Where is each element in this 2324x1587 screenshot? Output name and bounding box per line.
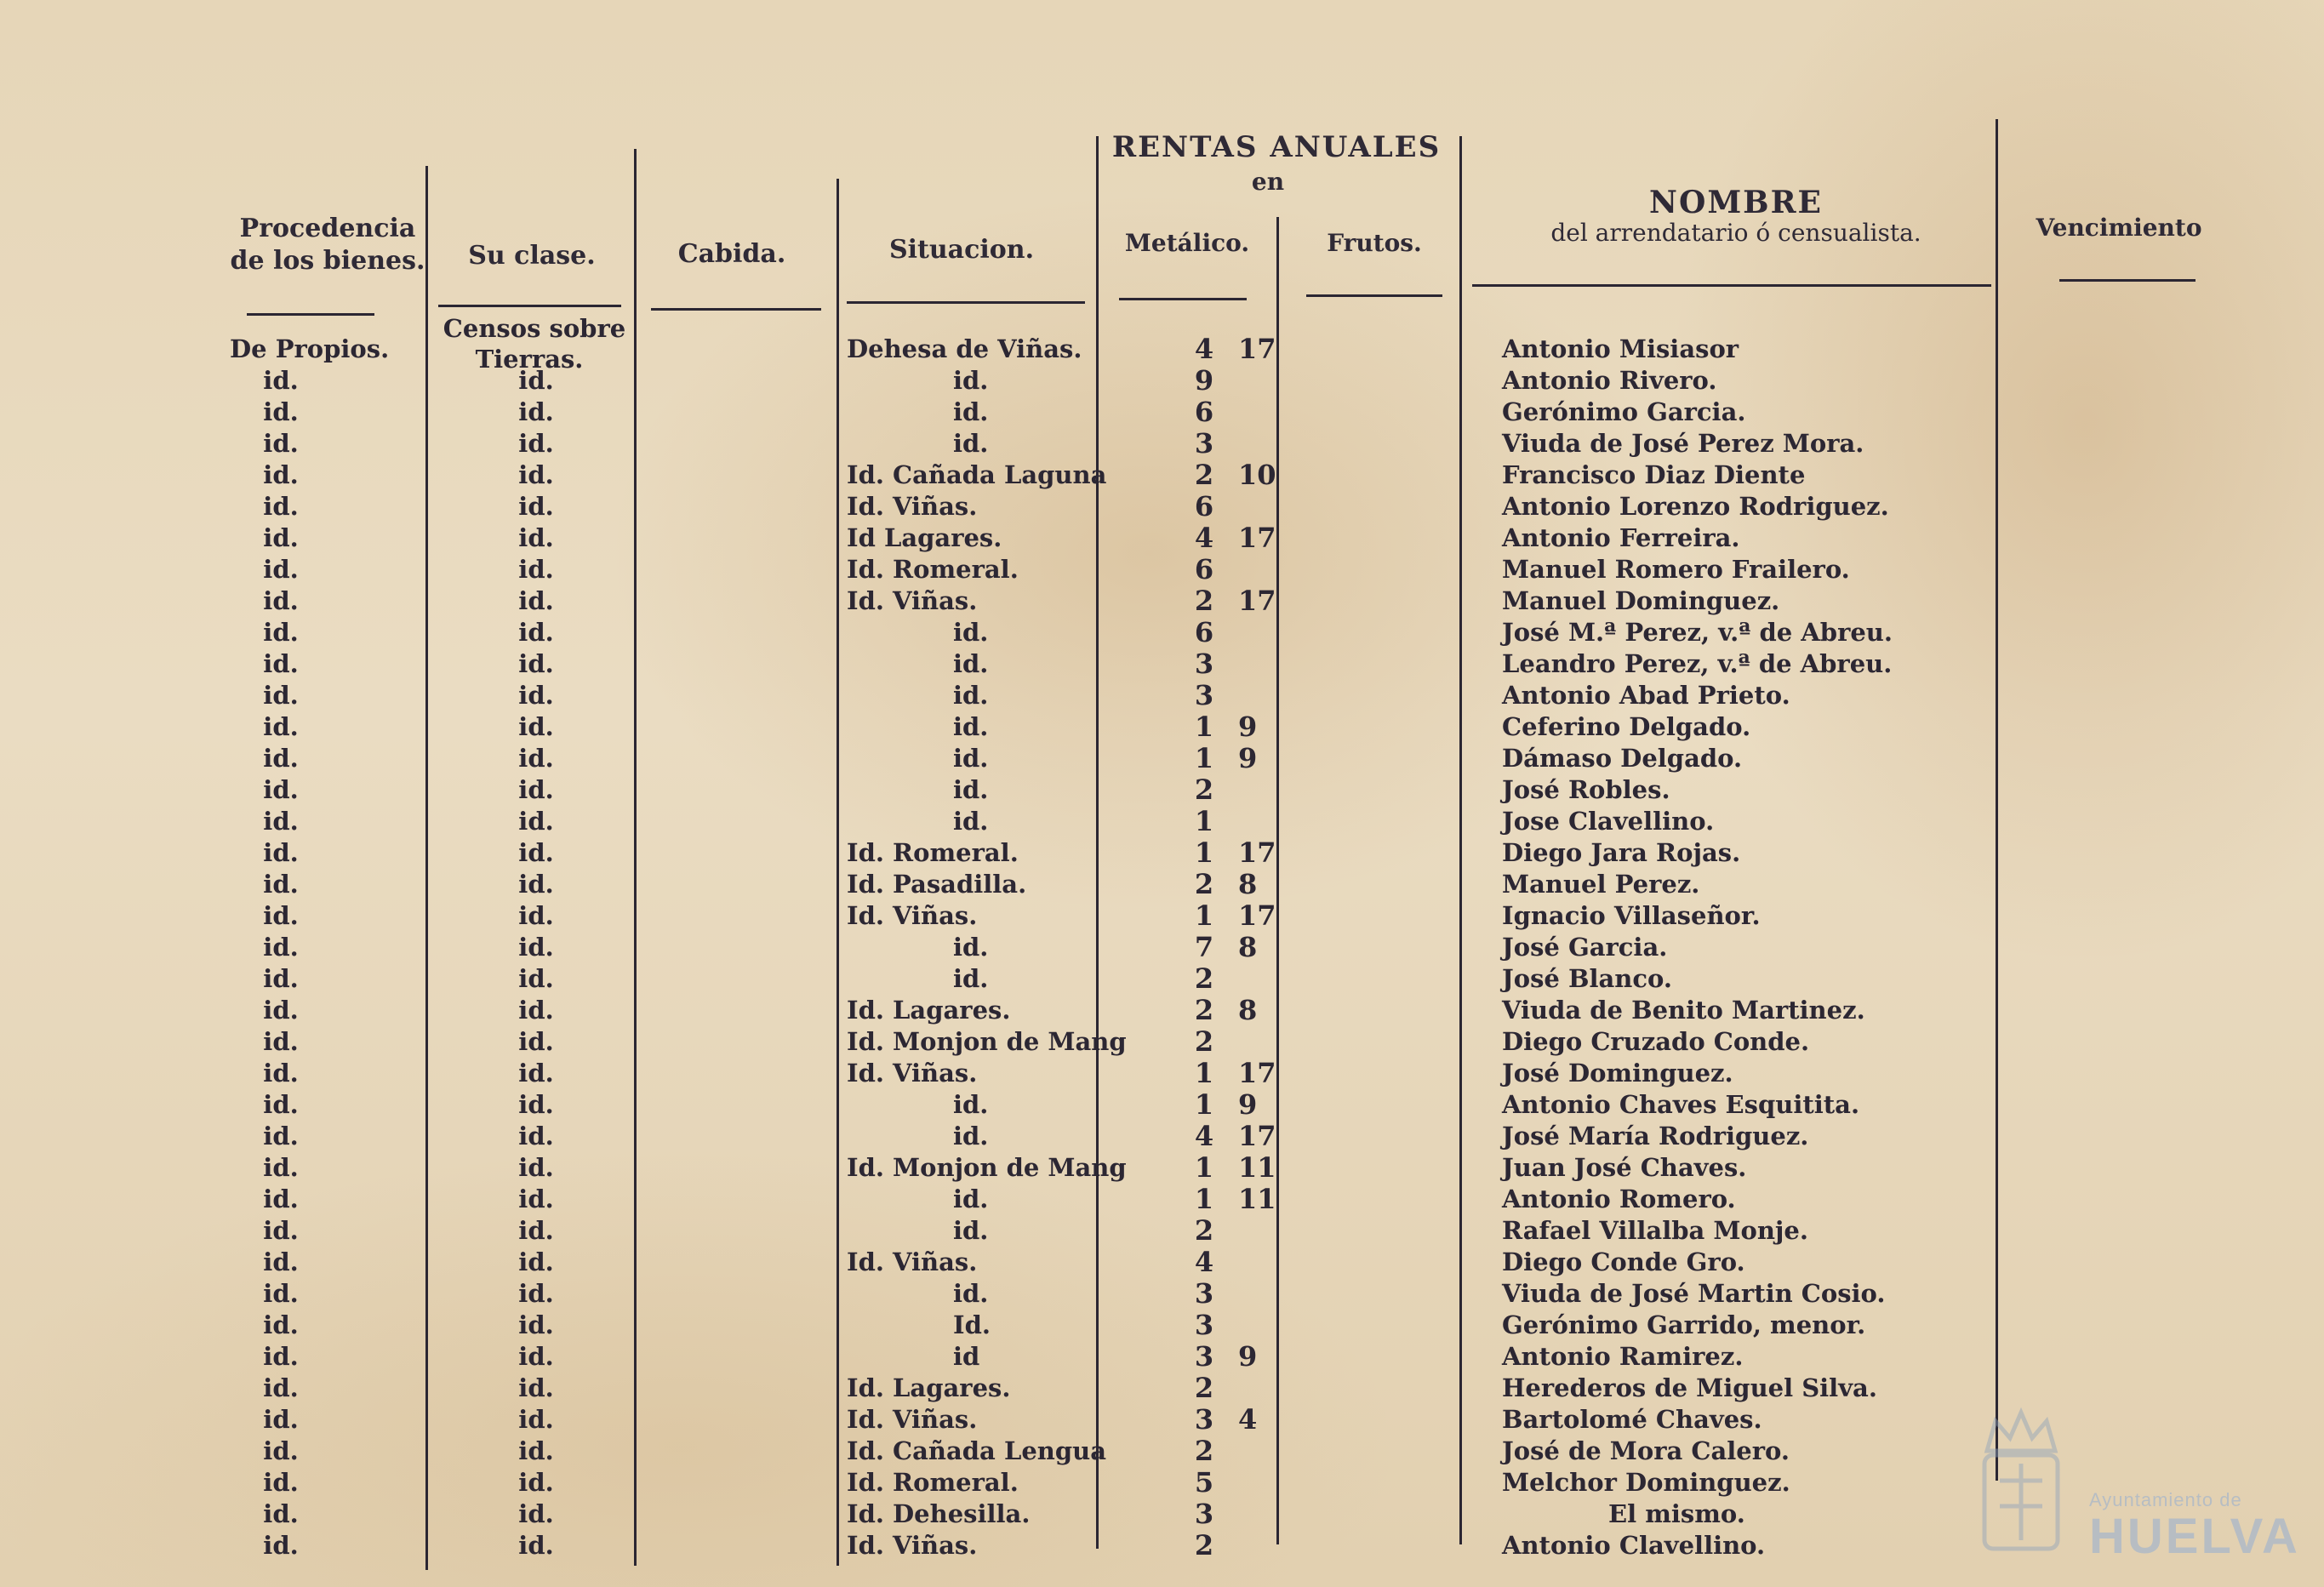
cell-procedencia: id. [263,712,299,741]
cell-situacion: Id. Viñas. [847,492,978,521]
cell-nombre: José Dominguez. [1502,1059,1733,1087]
cell-nombre: Antonio Chaves Esquitita. [1502,1090,1860,1119]
cell-metalico-reales: 4 [1194,1120,1214,1152]
table-row [0,1341,2324,1372]
cell-metalico-reales: 4 [1194,522,1214,554]
cell-procedencia: id. [263,1468,299,1497]
cell-procedencia: id. [263,1153,299,1182]
cell-situacion: id. [953,681,989,710]
cell-metalico-reales: 2 [1194,1435,1214,1467]
rule-header-frutos [1306,294,1442,297]
table-row [0,743,2324,774]
cell-clase: id. [518,1531,554,1560]
table-row [0,1310,2324,1340]
table-row [0,932,2324,962]
cell-clase: id. [518,1436,554,1465]
cell-procedencia: id. [263,649,299,678]
cell-procedencia: id. [263,901,299,930]
cell-procedencia: id. [263,1531,299,1560]
table-row [0,365,2324,396]
cell-metalico-reales: 3 [1194,1403,1214,1436]
table-row [0,522,2324,553]
cell-metalico-reales: 2 [1194,459,1214,491]
cell-metalico-reales: 2 [1194,994,1214,1026]
cell-nombre: Francisco Diaz Diente [1502,460,1806,489]
cell-situacion: Id. Cañada Laguna [847,460,1107,489]
watermark-big-text: HUELVA [2089,1509,2300,1564]
cell-clase: id. [518,712,554,741]
cell-procedencia: id. [263,681,299,710]
table-row [0,1215,2324,1246]
cell-metalico-reales: 2 [1194,962,1214,995]
cell-situacion: id. [953,744,989,773]
cell-metalico-maravedis: 17 [1238,1057,1276,1089]
cell-procedencia: id. [263,1405,299,1434]
cell-metalico-maravedis: 17 [1238,1120,1276,1152]
table-row [0,460,2324,490]
header-metalico: Metálico. [1124,229,1250,257]
cell-situacion: Id. Viñas. [847,901,978,930]
cell-nombre: Antonio Romero. [1502,1185,1736,1213]
cell-clase: id. [518,1216,554,1245]
table-row [0,554,2324,585]
cell-metalico-maravedis: 11 [1238,1183,1276,1215]
table-row [0,1184,2324,1214]
cell-nombre: El mismo. [1608,1499,1745,1528]
cell-metalico-reales: 5 [1194,1466,1214,1499]
cell-nombre: José de Mora Calero. [1502,1436,1790,1465]
cell-clase: id. [518,1499,554,1528]
cell-procedencia: id. [263,964,299,993]
table-row [0,774,2324,805]
cell-procedencia: id. [263,429,299,458]
table-row [0,1152,2324,1183]
cell-metalico-reales: 1 [1194,899,1214,932]
cell-situacion: Id. Monjon de Mang [847,1027,1127,1056]
cell-nombre: Herederos de Miguel Silva. [1502,1373,1877,1402]
table-row [0,963,2324,994]
cell-clase: id. [518,1090,554,1119]
cell-metalico-reales: 6 [1194,616,1214,648]
cell-metalico-reales: 6 [1194,553,1214,585]
cell-procedencia: id. [263,1436,299,1465]
cell-clase: id. [518,901,554,930]
cell-situacion: Id. [953,1310,991,1339]
cell-metalico-reales: 2 [1194,1025,1214,1058]
cell-nombre: Ceferino Delgado. [1502,712,1751,741]
cell-metalico-reales: 2 [1194,585,1214,617]
cell-situacion: Id. Lagares. [847,996,1011,1025]
cell-clase: id. [518,649,554,678]
cell-situacion: id. [953,1216,989,1245]
cell-situacion: id [953,1342,980,1371]
crown-seal-icon [1974,1404,2068,1557]
cell-nombre: Gerónimo Garrido, menor. [1502,1310,1866,1339]
cell-metalico-maravedis: 4 [1238,1403,1258,1436]
cell-clase: id. [518,775,554,804]
cell-situacion: Id. Dehesilla. [847,1499,1031,1528]
cell-metalico-reales: 2 [1194,1372,1214,1404]
cell-situacion: id. [953,1279,989,1308]
cell-metalico-maravedis: 9 [1238,711,1258,743]
table-row [0,491,2324,522]
header-clase: Su clase. [468,241,596,271]
cell-metalico-maravedis: 8 [1238,931,1258,963]
cell-procedencia: id. [263,1122,299,1150]
table-row [0,648,2324,679]
cell-procedencia: id. [263,744,299,773]
cell-procedencia: id. [263,1090,299,1119]
cell-nombre: Antonio Misiasor [1502,334,1739,363]
cell-nombre: Viuda de José Martin Cosio. [1502,1279,1886,1308]
cell-situacion: Id. Viñas. [847,586,978,615]
cell-nombre: Juan José Chaves. [1502,1153,1747,1182]
table-row [0,711,2324,742]
header-rentas-title: RENTAS ANUALES [1111,130,1442,164]
cell-procedencia: id. [263,807,299,836]
cell-nombre: Gerónimo Garcia. [1502,397,1746,426]
header-cabida: Cabida. [677,239,786,269]
archive-watermark [2089,1489,2300,1565]
cell-clase: id. [518,1342,554,1371]
cell-metalico-reales: 3 [1194,1340,1214,1373]
cell-clase: id. [518,460,554,489]
rule-header-situacion [847,301,1085,304]
cell-clase: id. [518,1185,554,1213]
table-row [0,1247,2324,1277]
cell-clase: id. [518,1405,554,1434]
cell-situacion: Id. Romeral. [847,555,1019,584]
cell-situacion: Id. Viñas. [847,1059,978,1087]
cell-metalico-maravedis: 17 [1238,899,1276,932]
rule-header-proc [247,313,374,316]
cell-nombre: Antonio Abad Prieto. [1502,681,1790,710]
cell-procedencia: id. [263,996,299,1025]
cell-metalico-reales: 1 [1194,742,1214,774]
table-row [0,397,2324,427]
cell-situacion: id. [953,964,989,993]
table-row [0,334,2324,364]
cell-metalico-reales: 3 [1194,1309,1214,1341]
cell-clase: id. [518,1310,554,1339]
cell-clase: id. [518,492,554,521]
cell-nombre: Ignacio Villaseñor. [1502,901,1761,930]
cell-nombre: Leandro Perez, v.ª de Abreu. [1502,649,1893,678]
cell-clase: id. [518,870,554,899]
rule-header-cabida [651,308,821,311]
cell-procedencia: id. [263,586,299,615]
table-row [0,995,2324,1025]
cell-metalico-maravedis: 17 [1238,333,1276,365]
cell-situacion: Dehesa de Viñas. [847,334,1082,363]
cell-nombre: Diego Jara Rojas. [1502,838,1741,867]
cell-nombre: José María Rodriguez. [1502,1122,1809,1150]
cell-metalico-reales: 3 [1194,1277,1214,1310]
cell-nombre: José Robles. [1502,775,1670,804]
cell-situacion: Id. Viñas. [847,1405,978,1434]
cell-clase: id. [518,366,554,395]
cell-clase: id. [518,996,554,1025]
cell-situacion: id. [953,775,989,804]
header-procedencia: Procedencia de los bienes. [230,214,425,276]
cell-clase: id. [518,555,554,584]
cell-procedencia: id. [263,1310,299,1339]
cell-procedencia: id. [263,1216,299,1245]
header-frutos: Frutos. [1327,229,1422,257]
clase-first-line1: Censos sobre [443,314,626,343]
table-row [0,585,2324,616]
cell-clase: id. [518,618,554,647]
cell-situacion: Id. Lagares. [847,1373,1011,1402]
cell-procedencia: id. [263,492,299,521]
cell-procedencia: id. [263,1373,299,1402]
cell-nombre: Manuel Romero Frailero. [1502,555,1850,584]
header-nombre-title: NOMBRE [1649,185,1823,220]
cell-metalico-reales: 2 [1194,1214,1214,1247]
cell-situacion: id. [953,933,989,962]
cell-clase: id. [518,429,554,458]
table-row [0,869,2324,899]
table-row [0,1278,2324,1309]
cell-clase: id. [518,964,554,993]
cell-clase: id. [518,1279,554,1308]
cell-situacion: id. [953,649,989,678]
cell-metalico-maravedis: 17 [1238,522,1276,554]
cell-metalico-reales: 1 [1194,711,1214,743]
cell-clase: id. [518,681,554,710]
cell-nombre: Antonio Ramirez. [1502,1342,1744,1371]
cell-situacion: id. [953,429,989,458]
cell-nombre: Rafael Villalba Monje. [1502,1216,1808,1245]
cell-clase: id. [518,1059,554,1087]
cell-metalico-maravedis: 10 [1238,459,1276,491]
cell-metalico-reales: 3 [1194,648,1214,680]
cell-situacion: id. [953,397,989,426]
cell-procedencia: id. [263,618,299,647]
cell-procedencia: id. [263,838,299,867]
cell-situacion: Id. Pasadilla. [847,870,1027,899]
cell-nombre: Antonio Lorenzo Rodriguez. [1502,492,1889,521]
cell-clase: id. [518,1247,554,1276]
cell-metalico-reales: 4 [1194,1246,1214,1278]
cell-metalico-reales: 3 [1194,679,1214,711]
watermark-small-text: Ayuntamiento de [2089,1489,2242,1510]
cell-nombre: Diego Cruzado Conde. [1502,1027,1810,1056]
cell-nombre: Jose Clavellino. [1502,807,1715,836]
cell-situacion: id. [953,366,989,395]
table-row [0,837,2324,868]
cell-procedencia: id. [263,1059,299,1087]
cell-metalico-maravedis: 8 [1238,994,1258,1026]
cell-procedencia: id. [263,397,299,426]
rule-header-nombre [1472,284,1991,287]
cell-situacion: Id. Cañada Lengua [847,1436,1107,1465]
cell-nombre: José M.ª Perez, v.ª de Abreu. [1502,618,1893,647]
cell-metalico-reales: 3 [1194,1498,1214,1530]
cell-nombre: Viuda de Benito Martinez. [1502,996,1865,1025]
cell-nombre: Antonio Clavellino. [1502,1531,1766,1560]
cell-situacion: id. [953,618,989,647]
cell-situacion: Id. Monjon de Mang [847,1153,1127,1182]
cell-metalico-reales: 6 [1194,490,1214,522]
cell-metalico-maravedis: 11 [1238,1151,1276,1184]
table-row [0,1026,2324,1057]
cell-metalico-reales: 7 [1194,931,1214,963]
cell-metalico-maravedis: 8 [1238,868,1258,900]
cell-situacion: id. [953,1122,989,1150]
table-row [0,1373,2324,1403]
cell-metalico-reales: 3 [1194,427,1214,460]
table-row [0,806,2324,836]
cell-metalico-maravedis: 9 [1238,742,1258,774]
cell-procedencia: id. [263,523,299,552]
cell-nombre: José Blanco. [1502,964,1672,993]
cell-clase: id. [518,1468,554,1497]
cell-situacion: Id. Viñas. [847,1247,978,1276]
cell-metalico-reales: 9 [1194,364,1214,397]
cell-metalico-reales: 1 [1194,1151,1214,1184]
cell-situacion: Id. Romeral. [847,1468,1019,1497]
cell-procedencia: id. [263,460,299,489]
cell-nombre: Viuda de José Perez Mora. [1502,429,1864,458]
cell-metalico-maravedis: 17 [1238,585,1276,617]
cell-metalico-reales: 1 [1194,1057,1214,1089]
cell-clase: id. [518,1153,554,1182]
cell-procedencia: id. [263,775,299,804]
table-row [0,1089,2324,1120]
cell-metalico-reales: 2 [1194,774,1214,806]
cell-metalico-maravedis: 9 [1238,1088,1258,1121]
cell-metalico-reales: 2 [1194,868,1214,900]
cell-clase: id. [518,586,554,615]
cell-nombre: Antonio Ferreira. [1502,523,1740,552]
cell-metalico-reales: 1 [1194,1088,1214,1121]
cell-situacion: id. [953,807,989,836]
cell-metalico-reales: 1 [1194,805,1214,837]
cell-metalico-maravedis: 17 [1238,836,1276,869]
cell-metalico-maravedis: 9 [1238,1340,1258,1373]
rule-header-metalico [1119,298,1247,300]
cell-clase: id. [518,1027,554,1056]
cell-metalico-reales: 4 [1194,333,1214,365]
cell-nombre: José Garcia. [1502,933,1668,962]
cell-procedencia: id. [263,870,299,899]
cell-clase: id. [518,523,554,552]
header-nombre-sub: del arrendatario ó censualista. [1550,219,1921,247]
cell-situacion: id. [953,1090,989,1119]
header-rentas-en: en [1251,168,1285,196]
cell-clase: id. [518,1122,554,1150]
table-row [0,428,2324,459]
cell-clase: id. [518,838,554,867]
cell-situacion: id. [953,1185,989,1213]
rule-header-clase [438,305,621,307]
cell-clase: id. [518,744,554,773]
cell-procedencia: id. [263,1027,299,1056]
cell-nombre: Diego Conde Gro. [1502,1247,1745,1276]
cell-situacion: Id. Viñas. [847,1531,978,1560]
cell-nombre: Manuel Perez. [1502,870,1700,899]
cell-metalico-reales: 2 [1194,1529,1214,1561]
cell-clase: id. [518,807,554,836]
table-row [0,1058,2324,1088]
cell-procedencia: id. [263,1342,299,1371]
header-situacion: Situacion. [888,235,1035,265]
cell-procedencia: id. [263,1247,299,1276]
cell-clase: id. [518,397,554,426]
clase-first-line2: Tierras. [475,345,584,374]
cell-metalico-reales: 1 [1194,836,1214,869]
cell-procedencia: id. [263,1185,299,1213]
header-vencimiento: Vencimiento [2036,214,2202,242]
cell-nombre: Antonio Rivero. [1502,366,1717,395]
table-row [0,680,2324,711]
cell-procedencia: id. [263,933,299,962]
cell-procedencia: id. [263,366,299,395]
cell-procedencia: id. [263,1279,299,1308]
cell-nombre: Manuel Dominguez. [1502,586,1780,615]
cell-metalico-reales: 1 [1194,1183,1214,1215]
cell-clase: id. [518,933,554,962]
table-row [0,617,2324,648]
cell-nombre: Dámaso Delgado. [1502,744,1743,773]
cell-nombre: Bartolomé Chaves. [1502,1405,1762,1434]
cell-procedencia: id. [263,1499,299,1528]
cell-situacion: Id Lagares. [847,523,1002,552]
table-row [0,1121,2324,1151]
cell-procedencia: De Propios. [230,334,390,363]
cell-metalico-reales: 6 [1194,396,1214,428]
cell-procedencia: id. [263,555,299,584]
cell-situacion: Id. Romeral. [847,838,1019,867]
cell-situacion: id. [953,712,989,741]
cell-nombre: Melchor Dominguez. [1502,1468,1790,1497]
table-row [0,900,2324,931]
cell-clase: id. [518,1373,554,1402]
rule-header-vencimiento [2059,279,2196,282]
